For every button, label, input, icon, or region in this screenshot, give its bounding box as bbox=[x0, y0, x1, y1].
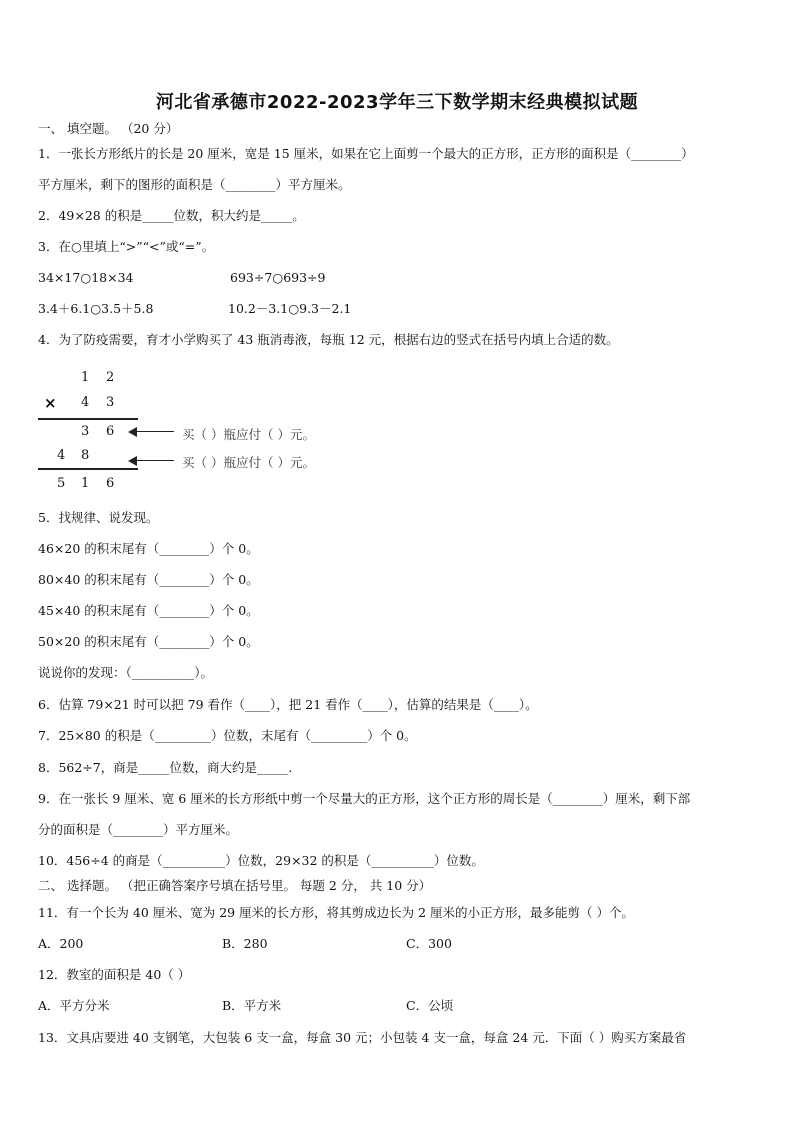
calc-divider-line bbox=[38, 418, 138, 420]
question-13: 13．文具店要进 40 支钢笔，大包装 6 支一盒，每盒 30 元；小包装 4 支一盒，每盒 24 元．下面（ ）购买方案最省 bbox=[38, 1030, 687, 1045]
calc-note-2: 买（ ）瓶应付（ ）元。 bbox=[182, 455, 315, 470]
question-3-item-1: 34×17○18×34 bbox=[38, 270, 134, 285]
question-7: 7．25×80 的积是（_________）位数，末尾有（_________）个 0。 bbox=[38, 728, 417, 743]
section-heading-fill-blank: 一、 填空题。 （20 分） bbox=[38, 121, 179, 136]
question-5-item-1: 46×20 的积末尾有（________）个 0。 bbox=[38, 541, 259, 556]
vertical-multiplication bbox=[36, 368, 376, 498]
question-1-line-1: 1．一张长方形纸片的长是 20 厘米，宽是 15 厘米，如果在它上面剪一个最大的正方形，正方形的面积是（________） bbox=[38, 146, 694, 161]
calc-digit: 4 bbox=[81, 395, 90, 410]
calc-digit: 2 bbox=[106, 370, 115, 385]
question-9-line-1: 9．在一张长 9 厘米、宽 6 厘米的长方形纸中剪一个尽量大的正方形，这个正方形的周长是（________）厘米，剩下部 bbox=[38, 791, 691, 806]
section-heading-multiple-choice: 二、 选择题。 （把正确答案序号填在括号里。 每题 2 分， 共 10 分） bbox=[38, 878, 432, 893]
question-3-item-3: 3.4＋6.1○3.5＋5.8 bbox=[38, 301, 154, 316]
question-3-item-4: 10.2－3.1○9.3－2.1 bbox=[228, 301, 352, 316]
question-5-discovery: 说说你的发现：（__________）。 bbox=[38, 665, 214, 680]
question-9-line-2: 分的面积是（________）平方厘米。 bbox=[38, 822, 239, 837]
calc-note-1: 买（ ）瓶应付（ ）元。 bbox=[182, 427, 315, 442]
calc-digit: 8 bbox=[81, 448, 90, 463]
calc-digit: 6 bbox=[106, 424, 115, 439]
calc-digit: 1 bbox=[81, 476, 90, 491]
question-8: 8．562÷7，商是_____位数，商大约是_____. bbox=[38, 760, 293, 775]
question-1-line-2: 平方厘米，剩下的图形的面积是（________）平方厘米。 bbox=[38, 177, 351, 192]
calc-divider-line bbox=[38, 468, 138, 470]
question-12-option-a: A．平方分米 bbox=[38, 998, 110, 1013]
calc-digit: 5 bbox=[57, 476, 66, 491]
question-5: 5．找规律、说发现。 bbox=[38, 510, 159, 525]
question-2: 2．49×28 的积是_____位数，积大约是_____。 bbox=[38, 208, 305, 223]
question-12-option-c: C．公顷 bbox=[406, 998, 454, 1013]
question-10: 10．456÷4 的商是（__________）位数，29×32 的积是（__________）位数。 bbox=[38, 853, 484, 868]
question-11-option-c: C．300 bbox=[406, 936, 452, 951]
calc-digit: 3 bbox=[106, 395, 115, 410]
question-4: 4．为了防疫需要，育才小学购买了 43 瓶消毒液，每瓶 12 元，根据右边的竖式在括号内填上合适的数。 bbox=[38, 332, 619, 347]
calc-digit: 6 bbox=[106, 476, 115, 491]
question-5-item-4: 50×20 的积末尾有（________）个 0。 bbox=[38, 634, 259, 649]
page-title: 河北省承德市2022-2023学年三下数学期末经典模拟试题 bbox=[155, 92, 639, 113]
arrow-shaft bbox=[136, 460, 174, 461]
question-11-option-a: A．200 bbox=[38, 936, 84, 951]
question-5-item-2: 80×40 的积末尾有（________）个 0。 bbox=[38, 572, 259, 587]
question-11: 11．有一个长为 40 厘米、宽为 29 厘米的长方形，将其剪成边长为 2 厘米的小正方形，最多能剪（ ）个。 bbox=[38, 905, 634, 920]
calc-digit: 3 bbox=[81, 424, 90, 439]
calc-digit: 4 bbox=[57, 448, 66, 463]
question-5-item-3: 45×40 的积末尾有（________）个 0。 bbox=[38, 603, 259, 618]
question-12: 12．教室的面积是 40（ ） bbox=[38, 967, 191, 982]
arrow-shaft bbox=[136, 431, 174, 432]
calc-digit: 1 bbox=[81, 370, 90, 385]
question-12-option-b: B．平方米 bbox=[222, 998, 282, 1013]
question-6: 6．估算 79×21 时可以把 79 看作（____），把 21 看作（____），估算的结果是（____）。 bbox=[38, 697, 538, 712]
question-11-option-b: B．280 bbox=[222, 936, 268, 951]
question-3: 3．在○里填上“>”“<”或“=”。 bbox=[38, 239, 215, 254]
question-3-item-2: 693÷7○693÷9 bbox=[230, 270, 326, 285]
multiply-sign: × bbox=[44, 394, 57, 412]
